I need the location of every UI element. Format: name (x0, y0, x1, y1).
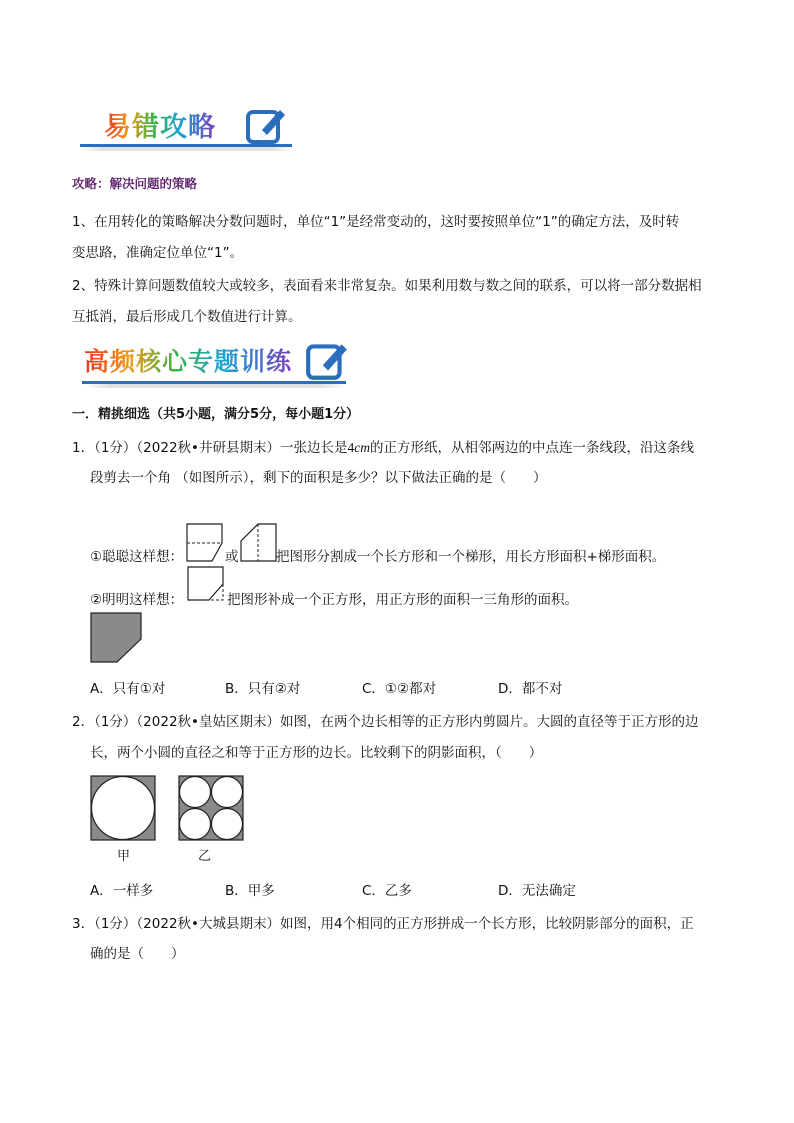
strategy-point-2-line-2: 互抵消，最后形成几个数值进行计算。 (72, 309, 302, 325)
banner-title-errors: 易错攻略 (104, 105, 216, 144)
q1-line-2: 段剪去一个角 （如图所示），剩下的面积是多少？以下做法正确的是（ ） (90, 470, 547, 486)
strategy-point-2-line-1: 2、特殊计算问题数值较大或较多，表面看来非常复杂。如果利用数与数之间的联系，可以将一部分数据相 (72, 278, 702, 294)
q1-option-d[interactable]: D．都不对 (498, 681, 563, 697)
q1-method-2-prefix: ②明明这样想： (90, 592, 184, 608)
q1-method-1-or: 或 (225, 549, 239, 565)
q3-line-1: 3．（1分）（2022秋•大城县期末）如图，用4个相同的正方形拼成一个长方形，比较阴影部分的面积，正 (72, 916, 694, 932)
q1-method-1-text: 把图形分割成一个长方形和一个梯形，用长方形面积+梯形面积。 (276, 549, 666, 565)
q2-label-a: 甲 (117, 849, 131, 864)
q2-option-c[interactable]: C．乙多 (362, 883, 412, 899)
q2-option-a[interactable]: A．一样多 (90, 883, 154, 899)
q1-figure-completed-square (187, 566, 227, 602)
q1-option-b[interactable]: B．只有②对 (225, 681, 301, 697)
strategy-point-1-line-2: 变思路，准确定位单位“1”。 (72, 245, 244, 261)
pencil-square-icon (244, 104, 288, 146)
q2-figure-four-circles (178, 775, 244, 841)
q2-line-1: 2．（1分）（2022秋•皇姑区期末）如图，在两个边长相等的正方形内剪圆片。大圆的直径等于正方形的边 (72, 714, 699, 730)
q1-text-b: 的正方形纸，从相邻两边的中点连一条线段，沿这条线 (370, 440, 694, 456)
q1-method-1-prefix: ①聪聪这样想： (90, 549, 184, 565)
q1-unit: cm (354, 440, 370, 455)
q1-figure-split-horizontal (186, 523, 224, 563)
q1-side-length: 4 (347, 440, 355, 455)
q2-figure-big-circle (90, 775, 156, 841)
q3-line-2: 确的是（ ） (90, 946, 185, 962)
q1-shaded-figure (90, 612, 144, 664)
strategy-point-1-line-1: 1、在用转化的策略解决分数问题时，单位“1”是经常变动的，这时要按照单位“1”的确定方法，及时转 (72, 214, 680, 230)
section-title: 一．精挑细选（共5小题，满分5分，每小题1分） (72, 407, 360, 422)
q1-method-2-text: 把图形补成一个正方形，用正方形的面积一三角形的面积。 (227, 592, 578, 608)
q1-option-a[interactable]: A．只有①对 (90, 681, 166, 697)
q2-line-2: 长，两个小圆的直径之和等于正方形的边长。比较剩下的阴影面积，（ ） (90, 745, 543, 761)
q1-option-c[interactable]: C．①②都对 (362, 681, 437, 697)
pencil-square-icon (304, 338, 350, 382)
banner-title-training: 高频核心专题训练 (84, 342, 292, 378)
q2-option-b[interactable]: B．甲多 (225, 883, 275, 899)
q2-label-b: 乙 (198, 849, 212, 864)
q1-line-1 (72, 436, 694, 456)
q2-option-d[interactable]: D．无法确定 (498, 883, 576, 899)
q1-figure-split-vertical (240, 523, 278, 563)
strategy-heading: 攻略：解决问题的策略 (72, 176, 198, 191)
q1-text-a: 1．（1分）（2022秋•井研县期末）一张边长是 (72, 440, 348, 456)
